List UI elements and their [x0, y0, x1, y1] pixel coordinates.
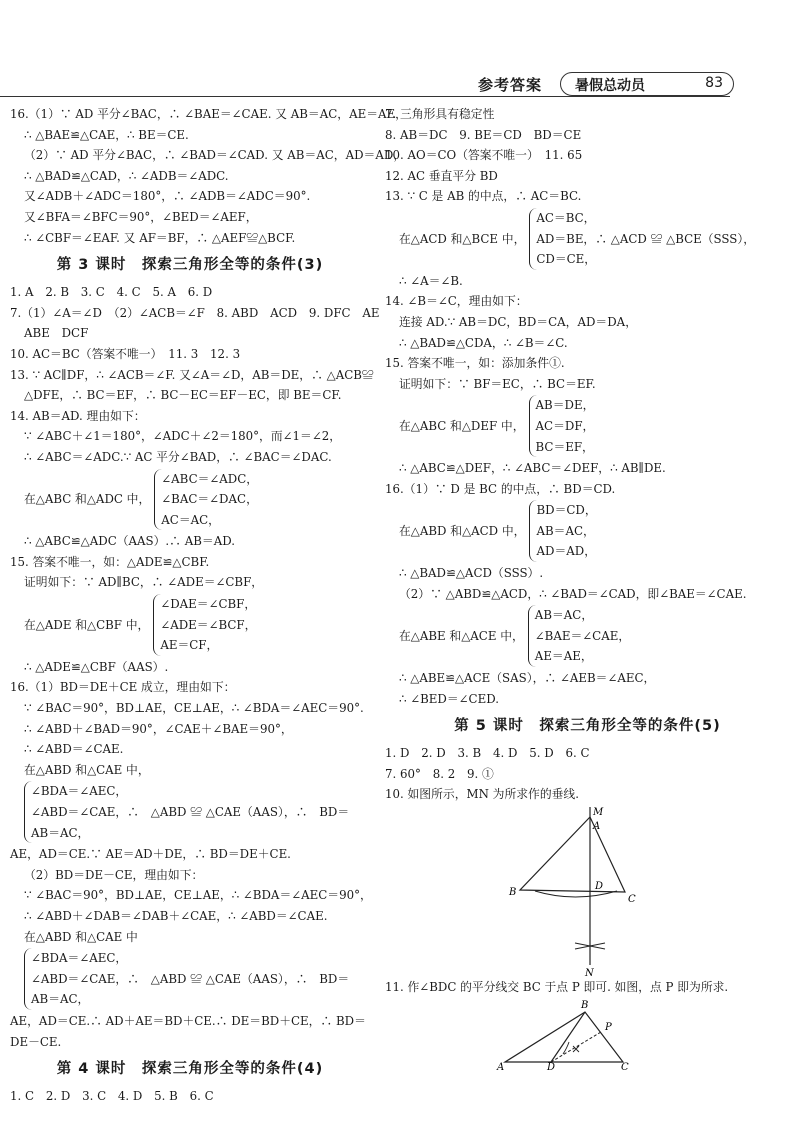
text-line: 8. AB＝DC 9. BE＝CD BD＝CE	[385, 127, 582, 142]
system-line: ∠ABC＝∠ADC，	[161, 471, 259, 486]
text-line: △DFE，∴ BC＝EF，∴ BC－EC＝EF－EC，即 BE＝CF.	[24, 388, 342, 403]
label-n: N	[585, 968, 594, 977]
equation-system	[385, 500, 790, 562]
text-line: ∴ ∠A＝∠B.	[399, 273, 463, 288]
equation-system	[385, 605, 790, 667]
system-intro: 在△ADE 和△CBF 中，	[24, 617, 150, 632]
system-line: AC＝BC，	[536, 210, 596, 225]
text-line: ∵ ∠ABC＋∠1＝180°，∠ADC＋∠2＝180°，而∠1＝∠2，	[24, 429, 342, 444]
text-line: ∴ △BAD≌△ACD（SSS）.	[399, 566, 544, 581]
system-line: ∠BDA＝∠AEC，	[31, 784, 128, 799]
brace-group	[528, 605, 630, 667]
text-line: AE，AD＝CE.∵ AE＝AD＋DE，∴ BD＝DE＋CE.	[10, 847, 291, 862]
right-column	[385, 104, 790, 1070]
text-line: 1. D 2. D 3. B 4. D 5. D 6. C	[385, 746, 590, 761]
text-line: 13. ∵ C 是 AB 的中点，∴ AC＝BC.	[385, 189, 582, 204]
system-line: AB＝DE，	[535, 398, 595, 413]
text-line: ∵ ∠BAC＝90°，BD⊥AE，CE⊥AE，∴ ∠BDA＝∠AEC＝90°.	[24, 701, 364, 716]
angle-bisector-figure	[385, 998, 785, 1070]
system-line: ∠BAC＝∠DAC，	[161, 492, 258, 507]
system-line: AD＝BE，∴ △ACD ≌ △BCE（SSS），	[536, 231, 756, 246]
brace-group	[529, 208, 755, 270]
brace-group	[529, 500, 596, 562]
left-column	[10, 104, 407, 1107]
header-title-box	[560, 72, 734, 96]
system-line: ∠BAE＝∠CAE，	[534, 628, 631, 643]
text-line: 又∠BFA＝∠BFC＝90°，∠BED＝∠AEF，	[24, 209, 258, 224]
text-line: ∴ ∠ABD＋∠DAB＝∠DAB＋∠CAE，∴ ∠ABD＝∠CAE.	[24, 908, 328, 923]
text-line: 在△ABD 和△CAE 中	[24, 929, 138, 944]
text-line: ∴ ∠CBF＝∠EAF. 又 AF＝BF，∴ △AEF≌△BCF.	[24, 230, 296, 245]
system-line: ∠DAE＝∠CBF，	[160, 597, 257, 612]
system-line: BD＝CD，	[536, 503, 597, 518]
text-line: 10. 如图所示，MN 为所求作的垂线.	[385, 787, 579, 802]
text-line: AE，AD＝CE.∴ AD＋AE＝BD＋CE.∴ DE＝BD＋CE，∴ BD＝	[10, 1013, 366, 1028]
system-line: AC＝DF，	[535, 418, 595, 433]
text-line: 证明如下：∵ BF＝EC，∴ BC＝EF.	[399, 376, 596, 391]
text-line: 连接 AD.∵ AB＝DC，BD＝CA，AD＝DA，	[399, 314, 637, 329]
bisector-dp	[551, 1032, 601, 1062]
equation-system	[10, 948, 370, 1010]
text-line: 16.（1）BD＝DE＋CE 成立，理由如下：	[10, 680, 236, 695]
text-line: 13. ∵ AC∥DF，∴ ∠ACB＝∠F. 又∠A＝∠D，AB＝DE，∴ △ACB≌	[10, 367, 374, 382]
system-intro: 在△ABC 和△DEF 中，	[399, 418, 525, 433]
brace-group	[529, 395, 595, 457]
text-line: 7. 60° 8. 2 9. ①	[385, 766, 494, 781]
label-c: C	[628, 894, 636, 905]
answer-key-label: 参考答案	[478, 76, 543, 94]
text-line: 10. AO＝CO（答案不唯一） 11. 65	[385, 148, 583, 163]
text-line: ∴ △BAD≌△CDA，∴ ∠B＝∠C.	[399, 335, 568, 350]
system-line: AE＝AE，	[534, 649, 593, 664]
section-heading: 第 3 课时 探索三角形全等的条件(3)	[56, 257, 324, 274]
text-line: 1. C 2. D 3. C 4. D 5. B 6. C	[10, 1089, 214, 1104]
text-line: 7.（1）∠A＝∠D （2）∠ACB＝∠F 8. ABD ACD 9. DFC AE	[10, 305, 380, 320]
text-line: ∴ ∠BED＝∠CED.	[399, 691, 499, 706]
text-line: 14. AB＝AD. 理由如下：	[10, 408, 146, 423]
system-line: AE＝CF，	[160, 638, 219, 653]
text-line: 证明如下：∵ AD∥BC，∴ ∠ADE＝∠CBF，	[24, 575, 264, 590]
brace-group	[154, 469, 258, 531]
system-line: BC＝EF，	[535, 439, 594, 454]
text-line: （2）∵ AD 平分∠BAC，∴ ∠BAD＝∠CAD. 又 AB＝AC，AD＝AD，	[24, 148, 406, 163]
header-rule	[0, 96, 730, 97]
text-line: ∴ △BAD≌△CAD，∴ ∠ADB＝∠ADC.	[24, 168, 229, 183]
system-line: ∠BDA＝∠AEC，	[31, 951, 128, 966]
system-line: AD＝AD，	[536, 544, 597, 559]
system-line: ∠ABD＝∠CAE，∴ △ABD ≌ △CAE（AAS），∴ BD＝	[31, 805, 350, 819]
perpendicular-construction-figure	[385, 805, 785, 977]
text-line: 16.（1）∵ D 是 BC 的中点，∴ BD＝CD.	[385, 481, 616, 496]
system-intro: 在△ACD 和△BCE 中，	[399, 231, 526, 246]
section-heading: 第 4 课时 探索三角形全等的条件(4)	[56, 1061, 324, 1078]
system-line: CD＝CE，	[536, 252, 597, 267]
text-line: ∴ ∠ABC＝∠ADC.∵ AC 平分∠BAD，∴ ∠BAC＝∠DAC.	[24, 449, 332, 464]
label-p: P	[605, 1021, 612, 1033]
text-line: 15. 答案不唯一，如：添加条件①.	[385, 356, 565, 371]
label-b-2: B	[581, 999, 589, 1011]
label-a: A	[593, 821, 601, 832]
brace-group	[24, 781, 349, 843]
label-m: M	[593, 807, 604, 818]
page-header	[0, 72, 800, 98]
system-intro: 在△ABC 和△ADC 中，	[24, 492, 151, 507]
text-line: 又∠ADB＋∠ADC＝180°，∴ ∠ADB＝∠ADC＝90°.	[24, 189, 311, 204]
text-line: ∴ △ABE≌△ACE（SAS），∴ ∠AEB＝∠AEC，	[399, 671, 656, 686]
text-line: ∴ △ABC≌△ADC（AAS）.∴ AB＝AD.	[24, 534, 236, 549]
text-line: 11. 作∠BDC 的平分线交 BC 于点 P 即可. 如图，点 P 即为所求.	[385, 980, 729, 994]
system-line: AC＝AC，	[161, 512, 220, 527]
equation-system	[385, 395, 790, 457]
system-line: AB＝AC，	[31, 992, 90, 1007]
text-line: 15. 答案不唯一，如：△ADE≌△CBF.	[10, 554, 210, 569]
text-line: 10. AC＝BC（答案不唯一） 11. 3 12. 3	[10, 346, 241, 361]
system-intro: 在△ABE 和△ACE 中，	[399, 628, 524, 643]
text-line: 1. A 2. B 3. C 4. C 5. A 6. D	[10, 285, 213, 300]
text-line: ∴ ∠ABD＋∠BAD＝90°，∠CAE＋∠BAE＝90°，	[24, 721, 293, 736]
brace-group	[153, 594, 256, 656]
equation-system	[10, 594, 370, 656]
system-line: ∠ABD＝∠CAE，∴ △ABD ≌ △CAE（AAS），∴ BD＝	[31, 971, 350, 986]
text-line: ∴ ∠ABD＝∠CAE.	[24, 742, 124, 757]
text-line: （2）BD＝DE－CE，理由如下：	[24, 867, 204, 882]
triangle-abc	[520, 817, 625, 892]
system-line: AB＝AC，	[31, 825, 90, 840]
label-c-2: C	[621, 1061, 629, 1070]
section-heading: 第 5 课时 探索三角形全等的条件(5)	[454, 718, 721, 735]
brace-group	[24, 948, 349, 1010]
text-line: ∴ △BAE≌△CAE，∴ BE＝CE.	[24, 127, 189, 142]
text-line: 12. AC 垂直平分 BD	[385, 168, 498, 183]
text-line: （2）∵ △ABD≌△ACD，∴ ∠BAD＝∠CAD，即∠BAE＝∠CAE.	[399, 586, 747, 601]
text-line: ∵ ∠BAC＝90°，BD⊥AE，CE⊥AE，∴ ∠BDA＝∠AEC＝90°，	[24, 888, 372, 903]
text-line: ABE DCF	[24, 326, 89, 341]
equation-system	[385, 208, 790, 270]
text-line: ∴ △ADE≌△CBF（AAS）.	[24, 659, 169, 674]
segment-bd	[551, 1012, 585, 1062]
text-line: DE－CE.	[10, 1034, 62, 1049]
text-line: ∴ △ABC≌△DEF，∴ ∠ABC＝∠DEF，∴ AB∥DE.	[399, 461, 666, 476]
text-line: 7. 三角形具有稳定性	[385, 107, 495, 121]
equation-system	[10, 781, 370, 843]
equation-system	[10, 469, 370, 531]
label-b: B	[509, 887, 517, 898]
system-line: AB＝AC，	[536, 523, 595, 538]
label-d-2: D	[547, 1061, 556, 1070]
page-number: 83	[705, 75, 723, 91]
label-d: D	[595, 881, 604, 892]
system-intro: 在△ABD 和△ACD 中，	[399, 523, 526, 538]
text-line: 16.（1）∵ AD 平分∠BAC，∴ ∠BAE＝∠CAE. 又 AB＝AC，AE＝AE，	[10, 107, 407, 121]
bisector-cross-mark	[573, 1046, 579, 1052]
system-line: ∠ADE＝∠BCF，	[160, 617, 257, 632]
book-title: 暑假总动员	[575, 78, 645, 94]
text-line: 14. ∠B＝∠C，理由如下：	[385, 294, 528, 309]
text-line: 在△ABD 和△CAE 中，	[24, 762, 150, 777]
system-line: AB＝AC，	[534, 608, 594, 623]
label-a-2: A	[497, 1061, 505, 1070]
